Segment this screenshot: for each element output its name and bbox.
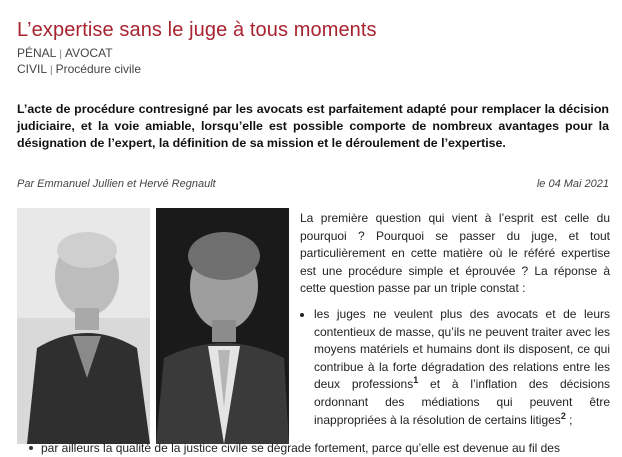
list-item [314, 306, 610, 429]
list-item-text: les juges ne veulent plus des avocats et de leurs contentieux de masse, qu’ils ne peuvent traiter avec les moyens matériels et humains dont ils disposent, ce qui contribue à la forte dégradation des relations entre les deux professions [314, 306, 610, 392]
footnote-ref[interactable]: 1 [413, 375, 419, 386]
constat-list [300, 306, 610, 429]
category-line [17, 46, 141, 62]
list-item-text: par ailleurs la qualité de la justice civile se dégrade fortement, parce qu’elle est devenue au fil des [41, 441, 560, 455]
portrait-image [17, 208, 150, 444]
category-link[interactable]: Procédure civile [55, 62, 141, 76]
intro-paragraph: La première question qui vient à l’esprit est celle du pourquoi ? Pourquoi se passer du juge, et tout particulièrement en cette matière où le référé expertise est une procédure simple et éprouvée ? La réponse à cette question passe par un triple constat : [300, 211, 610, 296]
article-title: L’expertise sans le juge à tous moments [17, 19, 377, 42]
article-lead: L’acte de procédure contresigné par les avocats est parfaitement adapté pour remplacer la décision judiciaire, et la voie amiable, lorsqu’elle est possible comporte de nombreux avantages pour la désignation de l’expert, la définition de sa mission et le déroulement de l’expertise. [17, 102, 609, 151]
author-photo-regnault [156, 208, 289, 444]
author-photos [17, 208, 289, 444]
publish-date: le 04 Mai 2021 [536, 178, 609, 190]
category-line [17, 62, 141, 78]
category-link[interactable]: CIVIL [17, 62, 48, 76]
byline [17, 178, 609, 190]
category-separator: | [50, 65, 53, 76]
list-item [17, 440, 617, 457]
author-photo-jullien [17, 208, 150, 444]
bullet-icon [29, 446, 33, 450]
category-list [17, 46, 141, 78]
category-separator: | [59, 49, 62, 60]
list-item-text: ; [565, 412, 573, 427]
author-names: Par Emmanuel Jullien et Hervé Regnault [17, 178, 216, 190]
footnote-ref[interactable]: 2 [560, 410, 566, 421]
portrait-image [156, 208, 289, 444]
list-item-text: et à l’inflation des décisions ordonnant des médiations qui peuvent être inappropriées à la résolution de certains litiges [314, 377, 610, 427]
category-link[interactable]: PÉNAL [17, 46, 57, 60]
article-body [300, 210, 610, 429]
category-link[interactable]: AVOCAT [64, 46, 113, 60]
